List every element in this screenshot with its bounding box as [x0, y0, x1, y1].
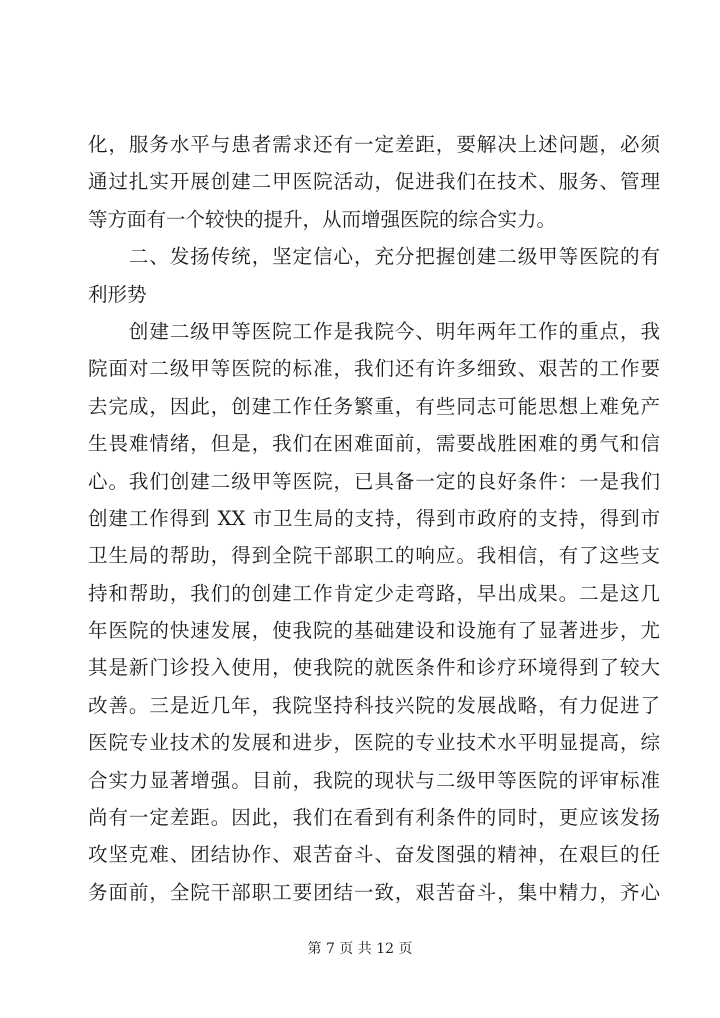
text-line: 创建二级甲等医院工作是我院今、明年两年工作的重点，我 — [88, 319, 660, 343]
text-line: 持和帮助，我们的创建工作肯定少走弯路，早出成果。二是这几 — [88, 581, 660, 605]
text-line: 心。我们创建二级甲等医院，已具备一定的良好条件：一是我们 — [88, 469, 660, 493]
text-line: 通过扎实开展创建二甲医院活动，促进我们在技术、服务、管理 — [88, 170, 660, 194]
text-line: 去完成，因此，创建工作任务繁重，有些同志可能思想上难免产 — [88, 394, 660, 418]
text-line: 卫生局的帮助，得到全院干部职工的响应。我相信，有了这些支 — [88, 544, 660, 568]
text-line: 化，服务水平与患者需求还有一定差距，要解决上述问题，必须 — [88, 133, 660, 156]
body-text — [88, 126, 660, 911]
section-heading: 二、发扬传统，坚定信心，充分把握创建二级甲等医院的有 — [88, 245, 660, 269]
text-line: 尚有一定差距。因此，我们在看到有利条件的同时，更应该发扬 — [88, 806, 660, 830]
text-line: 生畏难情绪，但是，我们在困难面前，需要战胜困难的勇气和信 — [88, 432, 660, 456]
text-line: 攻坚克难、团结协作、艰苦奋斗、奋发图强的精神，在艰巨的任 — [88, 843, 660, 867]
text-line: 合实力显著增强。目前，我院的现状与二级甲等医院的评审标准 — [88, 768, 660, 792]
text-line: 医院专业技术的发展和进步，医院的专业技术水平明显提高，综 — [88, 731, 660, 755]
text-line: 院面对二级甲等医院的标准，我们还有许多细致、艰苦的工作要 — [88, 357, 660, 381]
text-line: 年医院的快速发展，使我院的基础建设和设施有了显著进步，尤 — [88, 619, 660, 643]
text-line: 改善。三是近几年，我院坚持科技兴院的发展战略，有力促进了 — [88, 693, 660, 717]
text-line: 务面前，全院干部职工要团结一致，艰苦奋斗，集中精力，齐心 — [88, 880, 660, 904]
page-footer: 第 7 页 共 12 页 — [307, 941, 413, 957]
text-line: 创建工作得到 XX 市卫生局的支持，得到市政府的支持，得到市 — [88, 506, 660, 530]
section-heading: 利形势 — [88, 282, 147, 306]
text-line: 其是新门诊投入使用，使我院的就医条件和诊疗环境得到了较大 — [88, 656, 660, 680]
text-line: 等方面有一个较快的提升，从而增强医院的综合实力。 — [88, 207, 557, 231]
